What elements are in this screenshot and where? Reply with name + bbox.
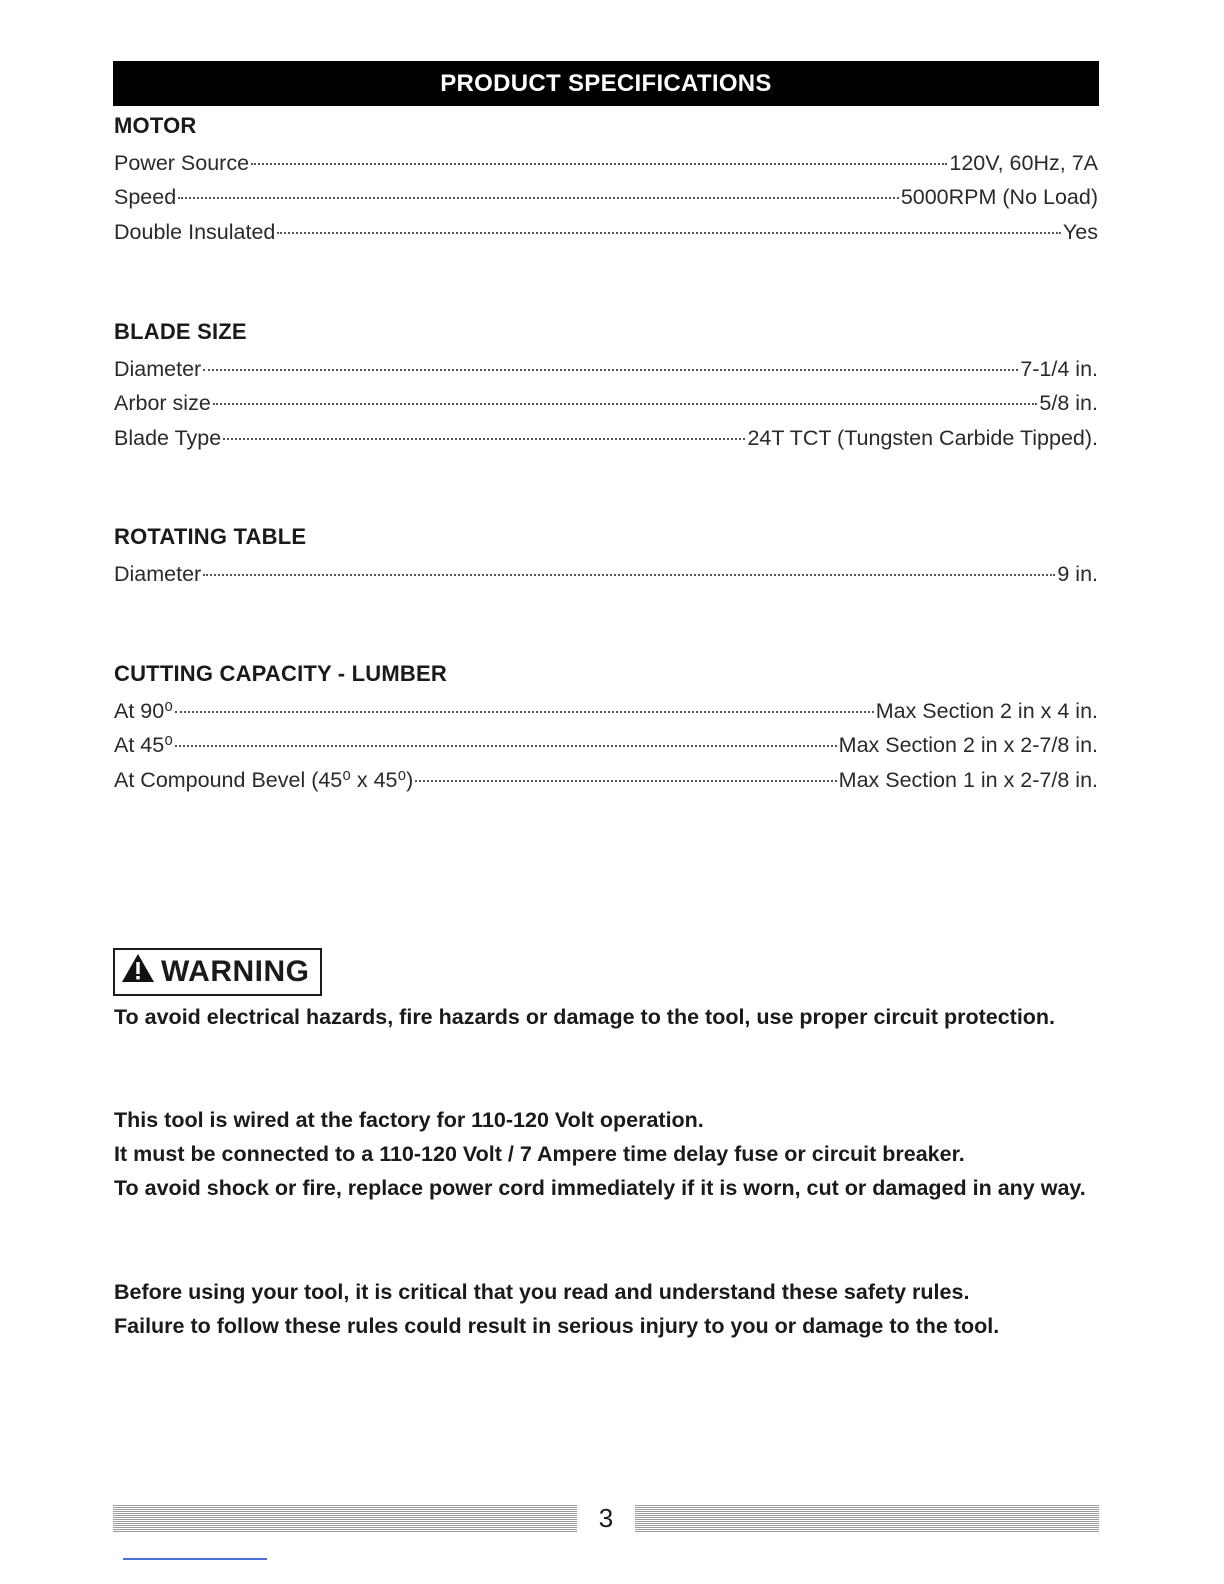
spec-label: Arbor size bbox=[114, 391, 211, 416]
spec-label: Diameter bbox=[114, 357, 202, 381]
dot-leader bbox=[213, 403, 1038, 405]
dot-leader bbox=[251, 163, 947, 165]
spec-value: 9 in. bbox=[1057, 562, 1098, 586]
dot-leader bbox=[203, 369, 1018, 371]
dot-leader bbox=[203, 574, 1055, 576]
spec-value: Yes bbox=[1062, 219, 1098, 244]
spec-row bbox=[114, 386, 1098, 420]
page-number: 3 bbox=[598, 1502, 614, 1533]
spec-label: At 90⁰ bbox=[114, 699, 173, 723]
warning-line: To avoid shock or fire, replace power cord immediately if it is worn, cut or damaged in any way. bbox=[114, 1176, 1086, 1200]
section-heading: MOTOR bbox=[114, 113, 197, 138]
spec-row bbox=[114, 421, 1098, 455]
warning-line: This tool is wired at the factory for 110-120 Volt operation. bbox=[114, 1108, 704, 1132]
rotating-table-section bbox=[114, 523, 1098, 591]
section-heading: CUTTING CAPACITY - LUMBER bbox=[114, 661, 447, 686]
footer-band-right bbox=[635, 1504, 1099, 1532]
warning-paragraph-safety-rules bbox=[114, 1275, 1104, 1343]
spec-value: 5/8 in. bbox=[1039, 391, 1098, 416]
warning-line: Before using your tool, it is critical that you read and understand these safety rules. bbox=[114, 1280, 970, 1304]
warning-paragraph-circuit-protection bbox=[114, 1000, 1104, 1034]
spec-label: Speed bbox=[114, 185, 177, 210]
spec-value: 120V, 60Hz, 7A bbox=[949, 151, 1098, 175]
spec-value: Max Section 2 in x 2-7/8 in. bbox=[838, 733, 1098, 758]
spec-label: Diameter bbox=[114, 562, 202, 586]
warning-triangle-icon bbox=[121, 953, 155, 991]
spec-row bbox=[114, 352, 1098, 386]
spec-label: At 45⁰ bbox=[114, 733, 173, 758]
spec-row bbox=[114, 728, 1098, 762]
spec-value: 7-1/4 in. bbox=[1020, 357, 1098, 381]
dot-leader bbox=[175, 745, 837, 747]
dot-leader bbox=[175, 711, 874, 713]
spec-value: Max Section 2 in x 4 in. bbox=[875, 699, 1098, 723]
spec-label: Power Source bbox=[114, 151, 250, 175]
footer-rule bbox=[123, 1558, 267, 1560]
spec-label: At Compound Bevel (45⁰ x 45⁰) bbox=[114, 767, 414, 792]
section-heading: ROTATING TABLE bbox=[114, 524, 307, 549]
spec-value: 24T TCT (Tungsten Carbide Tipped). bbox=[747, 425, 1098, 450]
spec-row bbox=[114, 146, 1098, 180]
warning-label: WARNING bbox=[161, 955, 310, 988]
dot-leader bbox=[178, 197, 899, 199]
warning-line: To avoid electrical hazards, fire hazards or damage to the tool, use proper circuit protection. bbox=[114, 1005, 1056, 1029]
spec-label: Double Insulated bbox=[114, 219, 276, 244]
spec-row bbox=[114, 215, 1098, 249]
motor-section bbox=[114, 112, 1098, 249]
spec-value: Max Section 1 in x 2-7/8 in. bbox=[838, 767, 1098, 792]
spec-row bbox=[114, 557, 1098, 591]
section-heading: BLADE SIZE bbox=[114, 319, 247, 344]
dot-leader bbox=[277, 232, 1061, 234]
spec-value: 5000RPM (No Load) bbox=[900, 185, 1098, 210]
blade-size-section bbox=[114, 318, 1098, 455]
spec-row bbox=[114, 763, 1098, 797]
footer-band-left bbox=[113, 1504, 577, 1532]
spec-row bbox=[114, 180, 1098, 214]
spec-row bbox=[114, 694, 1098, 728]
dot-leader bbox=[223, 438, 745, 440]
page-title: PRODUCT SPECIFICATIONS bbox=[113, 61, 1099, 106]
warning-paragraph-wiring bbox=[114, 1103, 1104, 1205]
warning-line: It must be connected to a 110-120 Volt / 7 Ampere time delay fuse or circuit breaker. bbox=[114, 1142, 965, 1166]
warning-badge bbox=[113, 948, 322, 996]
cutting-capacity-section bbox=[114, 660, 1098, 797]
dot-leader bbox=[415, 780, 836, 782]
spec-label: Blade Type bbox=[114, 425, 222, 450]
page-footer bbox=[113, 1502, 1099, 1534]
warning-line: Failure to follow these rules could result in serious injury to you or damage to the tool. bbox=[114, 1314, 1000, 1338]
